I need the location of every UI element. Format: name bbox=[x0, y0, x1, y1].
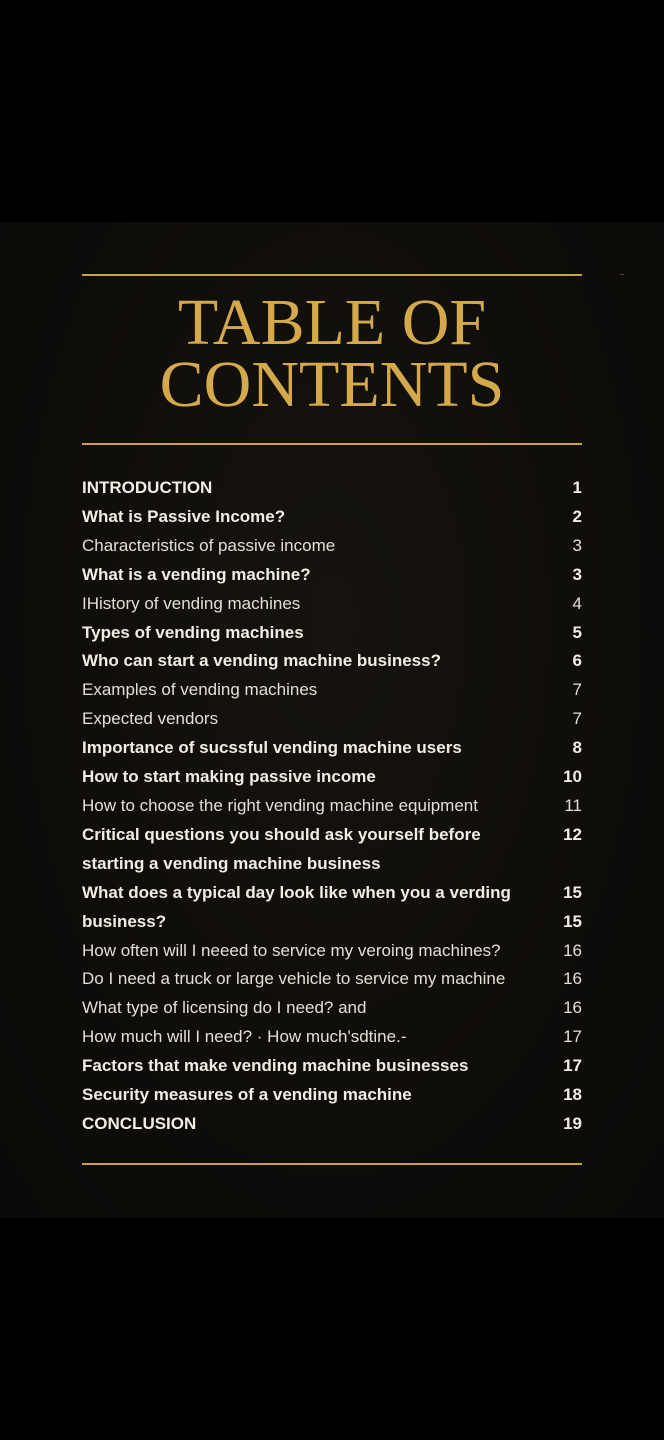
toc-entry-page-number: 15 bbox=[563, 882, 582, 902]
toc-entry-page-number: 19 bbox=[563, 1113, 582, 1133]
page-title bbox=[82, 286, 582, 421]
toc-entry[interactable] bbox=[82, 590, 582, 619]
toc-entry-label: Do I need a truck or large vehicle to service my machine bbox=[82, 969, 506, 989]
toc-entry[interactable] bbox=[82, 1110, 582, 1139]
toc-entry[interactable] bbox=[82, 647, 582, 676]
toc-entry[interactable] bbox=[82, 676, 582, 705]
toc-entry-page-number: 7 bbox=[572, 680, 582, 700]
toc-entry-label: What type of licensing do I need? and bbox=[82, 998, 367, 1018]
toc-entry-label: How often will I neeed to service my veroing machines? bbox=[82, 940, 501, 960]
toc-entry-label: Characteristics of passive income bbox=[82, 535, 336, 555]
toc-entry[interactable] bbox=[82, 503, 582, 532]
toc-entry[interactable] bbox=[82, 879, 582, 908]
toc-entry[interactable] bbox=[82, 850, 582, 879]
toc-entry[interactable] bbox=[82, 561, 582, 590]
toc-entry[interactable] bbox=[82, 908, 582, 937]
toc-entry-page-number: 3 bbox=[572, 535, 582, 555]
toc-entry-label: How to choose the right vending machine equipment bbox=[82, 795, 478, 815]
toc-entry-label: What is Passive Income? bbox=[82, 506, 286, 526]
toc-entry-page-number: 17 bbox=[563, 1056, 582, 1076]
toc-entry[interactable] bbox=[82, 1052, 582, 1081]
toc-entry-page-number: 7 bbox=[572, 709, 582, 729]
bottom-divider bbox=[82, 1163, 582, 1165]
toc-entry[interactable] bbox=[82, 474, 582, 503]
toc-entry-page-number: 15 bbox=[563, 911, 582, 931]
title-line-1: TABLE OF bbox=[177, 286, 487, 359]
toc-entry[interactable] bbox=[82, 937, 582, 966]
top-divider bbox=[82, 274, 582, 276]
toc-entry-label: starting a vending machine business bbox=[82, 853, 381, 873]
toc-entry-page-number: 12 bbox=[563, 824, 582, 844]
corner-mark bbox=[620, 274, 624, 275]
toc-entry-label: Who can start a vending machine business? bbox=[82, 651, 441, 671]
toc-entry-label: Expected vendors bbox=[82, 709, 219, 729]
toc-entry-page-number: 10 bbox=[563, 767, 582, 787]
title-line-2: CONTENTS bbox=[159, 348, 505, 421]
toc-entry[interactable] bbox=[82, 821, 582, 850]
toc-entry[interactable] bbox=[82, 792, 582, 821]
toc-entry-page-number: 17 bbox=[563, 1027, 582, 1047]
toc-entry-label: Critical questions you should ask yourself before bbox=[82, 824, 481, 844]
toc-entry[interactable] bbox=[82, 619, 582, 648]
toc-entry[interactable] bbox=[82, 965, 582, 994]
toc-entry-page-number: 6 bbox=[572, 651, 582, 671]
toc-entry-label: CONCLUSION bbox=[82, 1113, 197, 1133]
toc-entry-label: INTRODUCTION bbox=[82, 478, 213, 497]
toc-entry[interactable] bbox=[82, 705, 582, 734]
toc-entry-page-number: 11 bbox=[564, 795, 582, 815]
toc-entry-page-number: 5 bbox=[572, 622, 582, 642]
toc-entry-label: business? bbox=[82, 911, 167, 931]
toc-entry-page-number: 16 bbox=[563, 940, 582, 960]
book-page bbox=[0, 222, 664, 1218]
toc-entry[interactable] bbox=[82, 734, 582, 763]
toc-entry[interactable] bbox=[82, 1023, 582, 1052]
toc-entry-label: IHistory of vending machines bbox=[82, 593, 301, 613]
toc-entry[interactable] bbox=[82, 532, 582, 561]
toc-entry-page-number: 8 bbox=[572, 738, 582, 758]
toc-entry-page-number: 3 bbox=[572, 564, 582, 584]
toc-entry-label: Examples of vending machines bbox=[82, 680, 318, 700]
toc-entry[interactable] bbox=[82, 763, 582, 792]
toc-entry-label: Types of vending machines bbox=[82, 622, 304, 642]
toc-entry-page-number: 18 bbox=[563, 1085, 582, 1105]
toc-entry-page-number: 16 bbox=[563, 969, 582, 989]
toc-entry-label: What is a vending machine? bbox=[82, 564, 311, 584]
toc-entry-label: Security measures of a vending machine bbox=[82, 1085, 412, 1105]
toc-entry[interactable] bbox=[82, 994, 582, 1023]
toc-entry-page-number: 2 bbox=[572, 506, 582, 526]
toc-entry-label: Factors that make vending machine businesses bbox=[82, 1056, 469, 1076]
toc-entry-page-number: 16 bbox=[563, 998, 582, 1018]
toc-entry-page-number: 1 bbox=[572, 478, 582, 497]
toc-entry[interactable] bbox=[82, 1081, 582, 1110]
toc-entry-label: How much will I need? · How much'sdtine.- bbox=[82, 1027, 407, 1047]
toc-entry-label: Importance of sucssful vending machine users bbox=[82, 738, 462, 758]
toc-entry-label: How to start making passive income bbox=[82, 767, 376, 787]
toc-entry-label: What does a typical day look like when you a verding bbox=[82, 882, 511, 902]
title-divider bbox=[82, 443, 582, 445]
table-of-contents bbox=[82, 474, 582, 1139]
toc-entry-page-number: 4 bbox=[572, 593, 582, 613]
